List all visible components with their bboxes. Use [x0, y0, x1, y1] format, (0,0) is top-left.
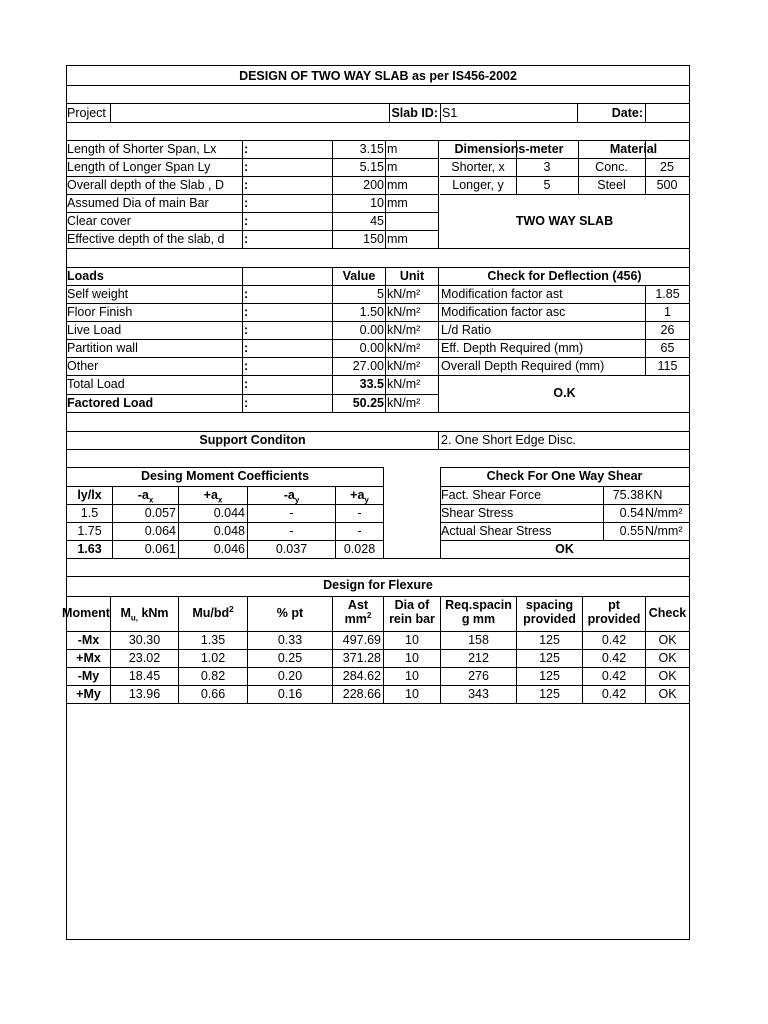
flex-cell: OK: [658, 669, 677, 683]
input-sep: :: [244, 178, 249, 192]
flex-col-header: % pt: [276, 606, 304, 620]
flex-cell: OK: [658, 651, 677, 665]
material-name: Conc.: [595, 160, 628, 174]
flex-cell: +Mx: [76, 651, 101, 665]
load-label: Partition wall: [67, 341, 138, 355]
flex-cell: 0.42: [601, 633, 627, 647]
flex-cell: 10: [405, 687, 419, 701]
material-value: 25: [660, 160, 674, 174]
load-sep: :: [244, 377, 249, 391]
shear-label: Actual Shear Stress: [441, 524, 552, 538]
support-value[interactable]: 2. One Short Edge Disc.: [441, 433, 576, 447]
grid-line: [440, 194, 689, 195]
grid-line: [440, 103, 441, 122]
grid-line: [67, 248, 689, 249]
load-sep: :: [244, 359, 249, 373]
deflection-value: 26: [660, 323, 675, 337]
flex-cell: 371.28: [342, 651, 381, 665]
coefficients-header: Desing Moment Coefficients: [140, 469, 310, 483]
flex-cell: 0.20: [277, 669, 303, 683]
flex-col-header: pt provided: [587, 598, 641, 626]
load-label: Factored Load: [67, 396, 154, 410]
load-unit: kN/m²: [387, 323, 421, 337]
input-unit: mm: [387, 232, 408, 246]
load-label: Total Load: [67, 377, 125, 391]
flex-cell: 125: [539, 687, 560, 701]
shear-unit: KN: [645, 488, 663, 502]
flex-cell: 0.42: [601, 687, 627, 701]
dimensions-header: Dimensions-meter: [454, 142, 564, 156]
flex-cell: 10: [405, 651, 419, 665]
flex-cell: 23.02: [128, 651, 161, 665]
deflection-value: 65: [660, 341, 675, 355]
flex-cell: 10: [405, 633, 419, 647]
flex-cell: 125: [539, 669, 560, 683]
slab-type: TWO WAY SLAB: [515, 214, 614, 228]
grid-line: [67, 122, 689, 123]
input-value[interactable]: 10: [370, 196, 384, 210]
grid-line: [67, 449, 689, 450]
grid-line: [242, 267, 243, 412]
coef-cell: 0.046: [213, 542, 245, 556]
coef-cell: 0.057: [144, 506, 176, 520]
flex-cell: 158: [468, 633, 489, 647]
date-label: Date:: [611, 106, 643, 120]
deflection-value: 1: [664, 305, 671, 319]
shear-header: Check For One Way Shear: [486, 469, 643, 483]
loads-header: Loads: [67, 269, 104, 283]
flex-col-header: spacing provided: [523, 598, 576, 626]
deflection-label: Modification factor ast: [441, 287, 563, 301]
slab-id-label: Slab ID:: [391, 106, 438, 120]
input-value[interactable]: 150: [363, 232, 384, 246]
load-value[interactable]: 27.00: [352, 359, 384, 373]
coef-col-header: $-a_y$: [283, 488, 300, 505]
grid-line: [383, 467, 384, 558]
grid-line: [110, 103, 111, 122]
material-value: 500: [656, 178, 678, 192]
shear-value: 0.54: [619, 506, 644, 520]
grid-line: [385, 267, 386, 412]
flex-cell: 0.66: [200, 687, 226, 701]
deflection-value: 115: [657, 359, 678, 373]
flex-cell: 1.35: [200, 633, 226, 647]
shear-unit: N/mm²: [645, 524, 683, 538]
coef-cell: 0.044: [213, 506, 245, 520]
slab-design-sheet: [62, 65, 690, 940]
grid-line: [438, 267, 439, 412]
flex-cell: 18.45: [128, 669, 161, 683]
shear-label: Fact. Shear Force: [441, 488, 542, 502]
dim-value: 5: [543, 178, 551, 192]
shear-value: 75.38: [612, 488, 644, 502]
grid-line: [67, 103, 689, 104]
coef-cell: 1.5: [80, 506, 99, 520]
coef-cell: 1.75: [77, 524, 102, 538]
load-label: Floor Finish: [67, 305, 133, 319]
input-sep: :: [244, 160, 249, 174]
grid-line: [67, 85, 689, 86]
load-label: Self weight: [67, 287, 129, 301]
grid-line: [438, 140, 439, 248]
dim-value: 3: [543, 160, 551, 174]
input-label: Length of Longer Span Ly: [67, 160, 211, 174]
load-value[interactable]: 1.50: [359, 305, 384, 319]
load-sep: :: [244, 287, 249, 301]
input-unit: m: [387, 142, 398, 156]
flexure-header: Design for Flexure: [323, 578, 433, 592]
flex-cell: -My: [77, 669, 100, 683]
grid-line: [67, 596, 689, 597]
coef-cell: 0.064: [144, 524, 176, 538]
deflection-label: Overall Depth Required (mm): [441, 359, 605, 373]
flex-cell: 125: [539, 633, 560, 647]
deflection-value: 1.85: [655, 287, 680, 301]
input-label: Effective depth of the slab, d: [67, 232, 225, 246]
input-sep: :: [244, 142, 249, 156]
flex-col-header: $M_{u,}$ kNm: [120, 606, 169, 623]
flex-col-header: Req.spacin g mm: [445, 598, 512, 626]
flex-cell: 343: [468, 687, 489, 701]
load-value: 50.25: [352, 396, 384, 410]
flex-cell: 125: [539, 651, 560, 665]
material-name: Steel: [597, 178, 626, 192]
shear-unit: N/mm²: [645, 506, 683, 520]
coef-cell: 0.048: [213, 524, 245, 538]
material-header: Material: [609, 142, 658, 156]
load-sep: :: [244, 396, 249, 410]
flex-cell: 30.30: [128, 633, 161, 647]
load-unit: kN/m²: [387, 377, 421, 391]
input-unit: m: [387, 160, 398, 174]
input-label: Length of Shorter Span, Lx: [67, 142, 217, 156]
flex-col-header: Ast $mm^2$: [344, 598, 372, 626]
flex-cell: 1.02: [200, 651, 226, 665]
input-label: Assumed Dia of main Bar: [67, 196, 209, 210]
flex-cell: +My: [76, 687, 101, 701]
load-unit: kN/m²: [387, 341, 421, 355]
support-label: Support Conditon: [199, 433, 306, 447]
load-label: Other: [67, 359, 99, 373]
load-value[interactable]: 0.00: [359, 323, 384, 337]
loads-unit-header: Unit: [399, 269, 425, 283]
grid-line: [67, 412, 689, 413]
shear-value: 0.55: [619, 524, 644, 538]
flex-cell: -Mx: [77, 633, 100, 647]
input-sep: :: [244, 196, 249, 210]
sheet-title: DESIGN OF TWO WAY SLAB as per IS456-2002: [239, 69, 517, 83]
load-sep: :: [244, 323, 249, 337]
deflection-label: Eff. Depth Required (mm): [441, 341, 584, 355]
coef-cell: 0.028: [343, 542, 376, 556]
input-value[interactable]: 5.15: [359, 160, 384, 174]
coef-cell: 1.63: [77, 542, 102, 556]
flex-cell: OK: [658, 687, 677, 701]
input-label: Clear cover: [67, 214, 131, 228]
input-sep: :: [244, 232, 249, 246]
flex-cell: 212: [468, 651, 489, 665]
load-label: Live Load: [67, 323, 122, 337]
flex-cell: 10: [405, 669, 419, 683]
flex-col-header: $Mu/bd^2$: [192, 604, 234, 620]
coef-col-header: $+a_y$: [350, 488, 369, 505]
shear-result: OK: [555, 542, 574, 556]
input-value[interactable]: 200: [363, 178, 384, 192]
grid-line: [67, 703, 689, 704]
coef-col-header: ly/lx: [77, 488, 102, 502]
grid-line: [385, 140, 386, 248]
input-value[interactable]: 3.15: [359, 142, 384, 156]
flex-cell: 228.66: [342, 687, 381, 701]
coef-cell: 0.061: [144, 542, 176, 556]
flex-cell: 497.69: [342, 633, 381, 647]
load-value: 33.5: [359, 377, 384, 391]
flex-cell: 276: [468, 669, 489, 683]
input-label: Overall depth of the Slab , D: [67, 178, 225, 192]
loads-value-header: Value: [342, 269, 376, 283]
load-unit: kN/m²: [387, 287, 421, 301]
input-value[interactable]: 45: [370, 214, 384, 228]
flex-cell: OK: [658, 633, 677, 647]
deflection-header: Check for Deflection (456): [487, 269, 642, 283]
flex-cell: 0.25: [277, 651, 303, 665]
shear-label: Shear Stress: [441, 506, 514, 520]
coef-cell: -: [357, 524, 362, 538]
load-value[interactable]: 0.00: [359, 341, 384, 355]
load-unit: kN/m²: [387, 305, 421, 319]
load-unit: kN/m²: [387, 359, 421, 373]
input-sep: :: [244, 214, 249, 228]
flex-col-header: Dia of rein bar: [389, 598, 435, 626]
flex-cell: 0.33: [277, 633, 303, 647]
coef-col-header: $+a_x$: [203, 488, 223, 505]
input-unit: mm: [387, 196, 408, 210]
load-value[interactable]: 5: [377, 287, 384, 301]
coef-cell: -: [289, 506, 294, 520]
flex-cell: 0.42: [601, 651, 627, 665]
dim-label: Shorter, x: [451, 160, 505, 174]
deflection-label: Modification factor asc: [441, 305, 566, 319]
grid-line: [242, 140, 243, 248]
coef-cell: -: [357, 506, 362, 520]
slab-id-field[interactable]: S1: [442, 106, 458, 120]
load-sep: :: [244, 305, 249, 319]
input-unit: mm: [387, 178, 408, 192]
load-sep: :: [244, 341, 249, 355]
flex-col-header: Moment: [62, 606, 110, 620]
flex-cell: 0.16: [277, 687, 303, 701]
grid-line: [645, 103, 646, 122]
grid-line: [67, 558, 689, 559]
coef-cell: -: [289, 524, 294, 538]
deflection-result: O.K: [553, 386, 576, 400]
flex-cell: 0.42: [601, 669, 627, 683]
flex-cell: 13.96: [128, 687, 161, 701]
coef-cell: 0.037: [275, 542, 308, 556]
grid-line: [438, 431, 439, 449]
deflection-label: L/d Ratio: [441, 323, 492, 337]
flex-cell: 284.62: [342, 669, 381, 683]
project-label: Project: [67, 106, 106, 120]
dim-label: Longer, y: [452, 178, 504, 192]
coef-col-header: $-a_x$: [137, 488, 154, 505]
flex-cell: 0.82: [200, 669, 226, 683]
flex-col-header: Check: [648, 606, 687, 620]
load-unit: kN/m²: [387, 396, 421, 410]
